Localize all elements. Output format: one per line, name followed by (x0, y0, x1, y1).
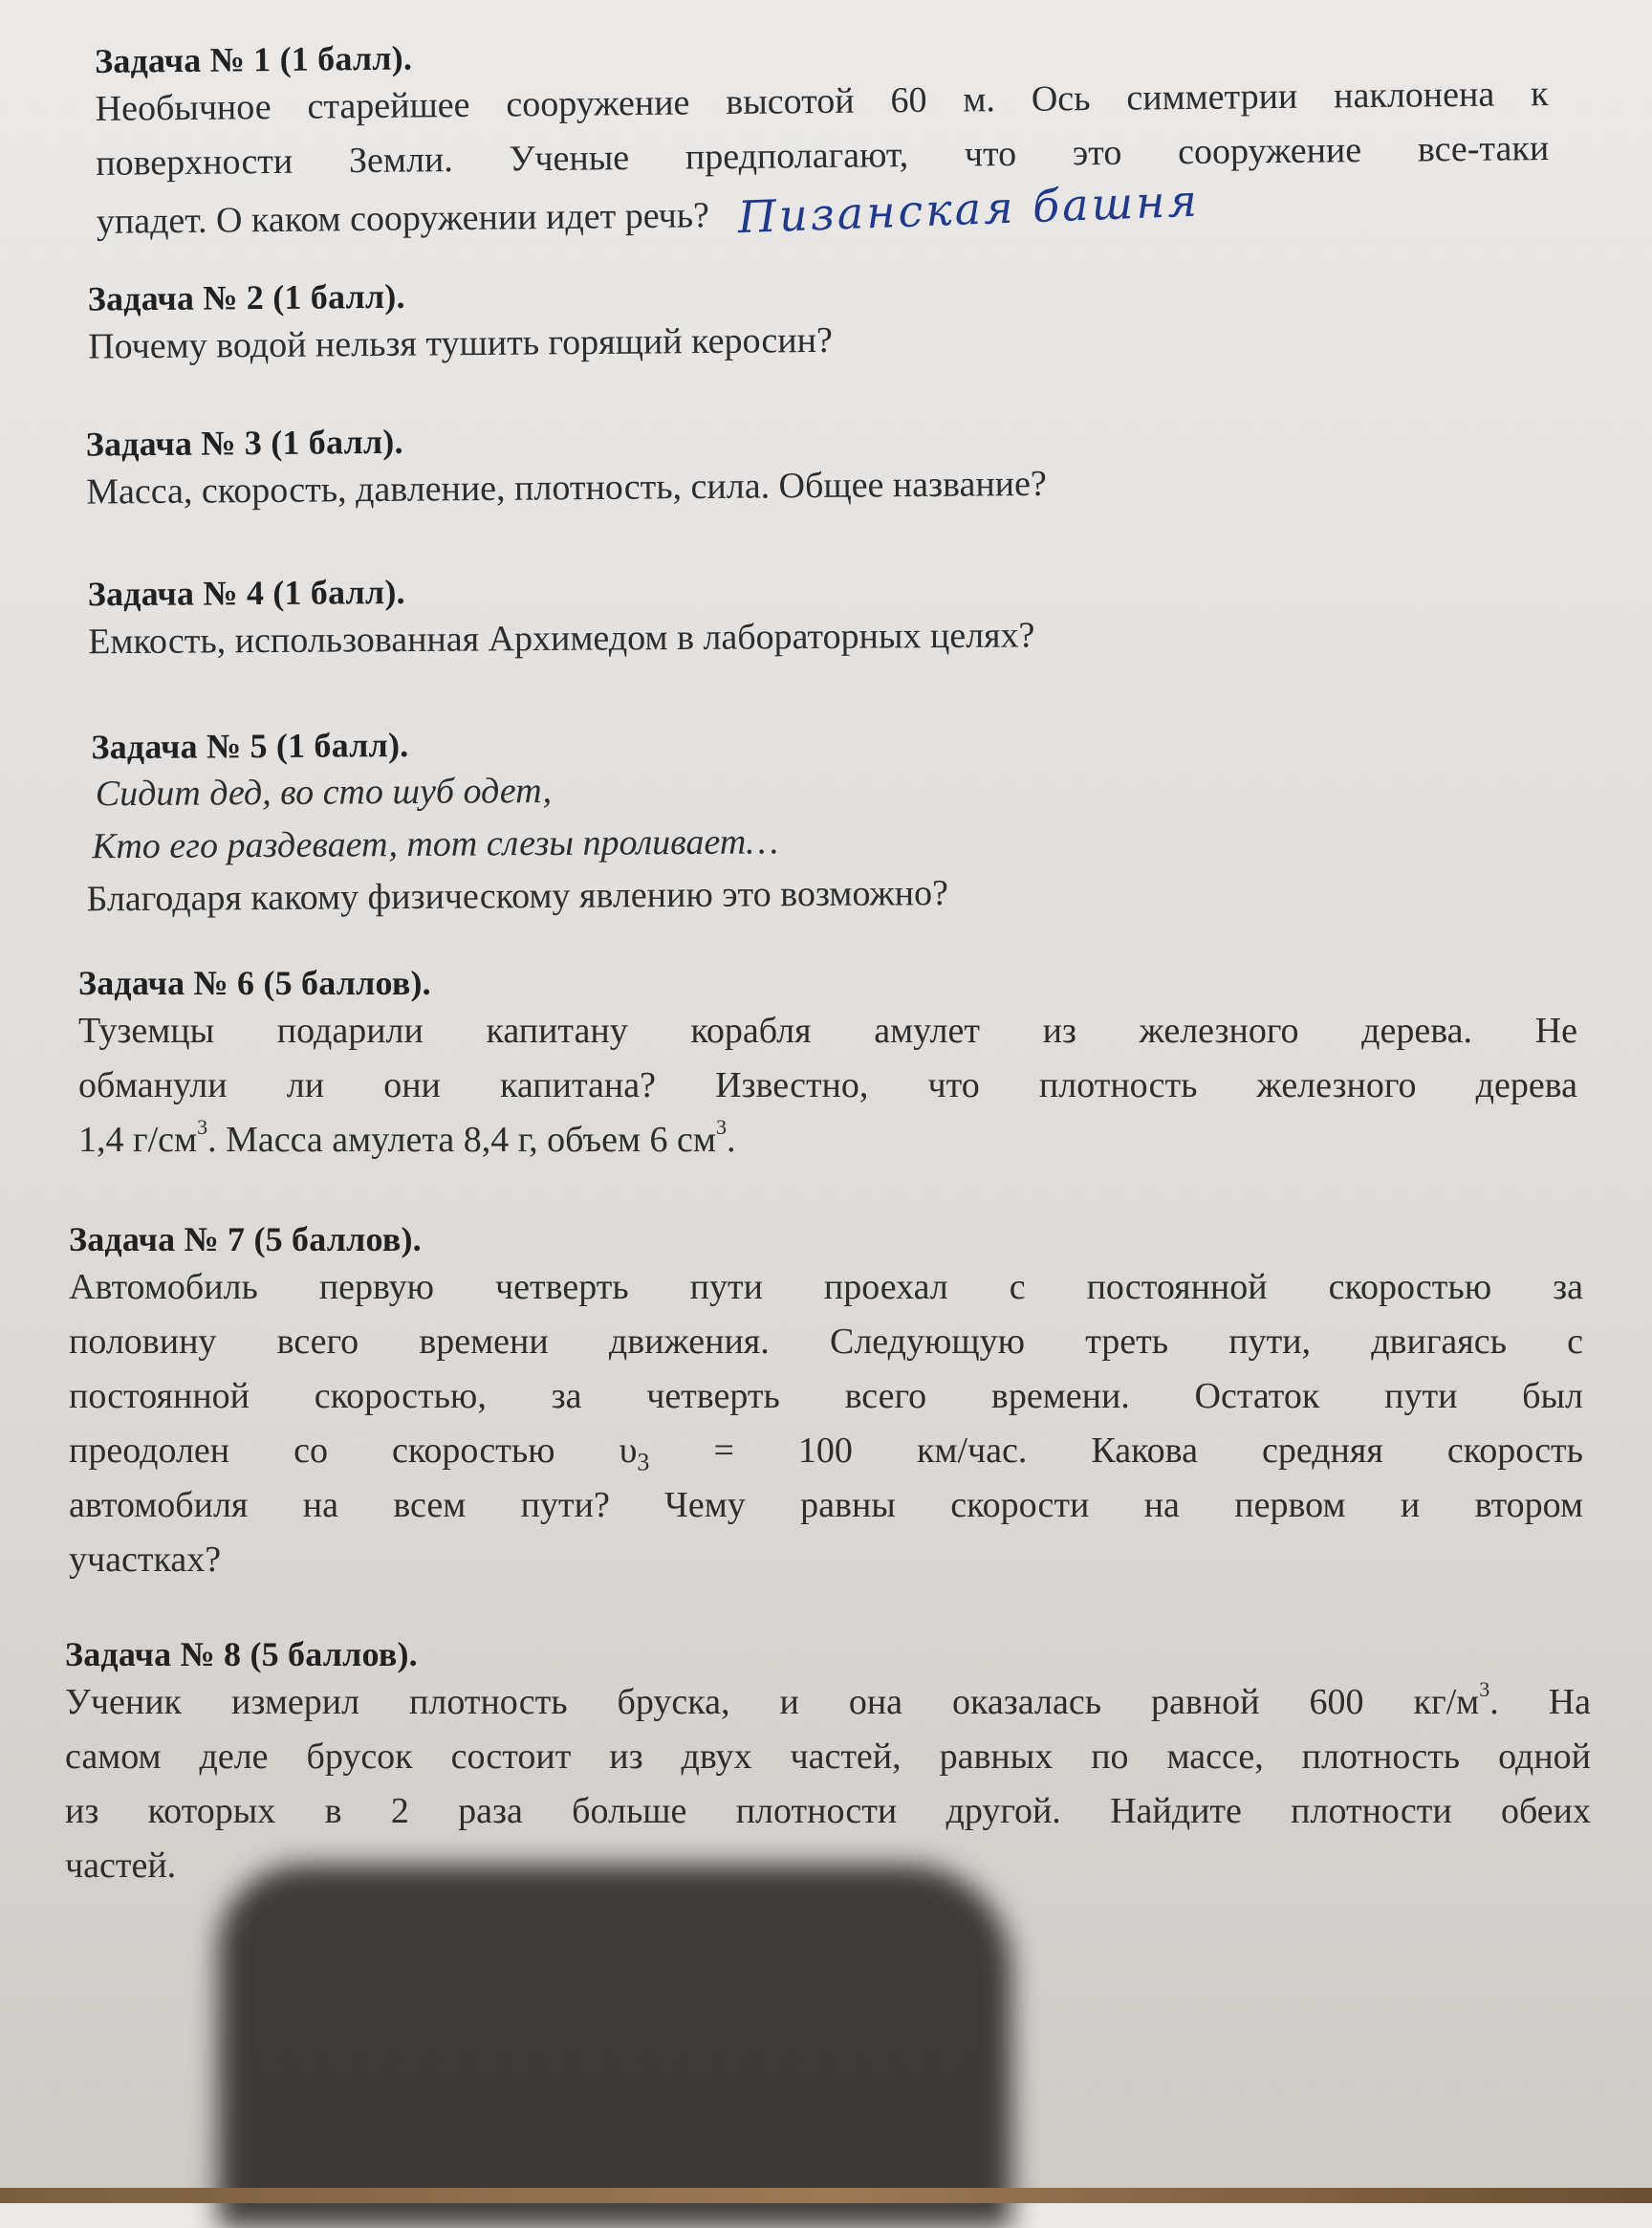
task-4 (88, 563, 1542, 670)
task-7 (69, 1218, 1583, 1587)
task-5-line-1: Сидит дед, во сто шуб одет, (95, 770, 553, 815)
task-3 (86, 410, 1540, 519)
task-6-line-3 (78, 1113, 1577, 1168)
task-7-line-1: Автомобиль первую четверть пути проехал с постоянной скоростью за (69, 1267, 1583, 1307)
task-3-line-1: Масса, скорость, давление, плотность, сила. Общее название? (86, 463, 1047, 513)
task-6-end: . (726, 1120, 736, 1160)
task-8-sup: 3 (1479, 1677, 1490, 1702)
task-7-line-2: половину всего времени движения. Следующую треть пути, двигаясь с (69, 1322, 1583, 1362)
finger-shadow (218, 1865, 1011, 2228)
task-1 (95, 25, 1550, 250)
handwritten-answer: Пизанская башня (737, 174, 1201, 244)
task-8-line-4: частей. (65, 1846, 177, 1886)
task-7-line-6: участках? (69, 1540, 222, 1580)
task-8-line-2: самом деле брусок состоит из двух частей, равных по массе, плотность одной (65, 1737, 1591, 1777)
task-6-line-2: обманули ли они капитана? Известно, что плотность железного дерева (78, 1065, 1577, 1105)
task-5 (86, 716, 1545, 927)
task-1-line-1: Необычное старейшее сооружение высотой 60 м. Ось симметрии наклонена к (95, 74, 1549, 129)
task-6-line-1: Туземцы подарили капитану корабля амулет из железного дерева. Не (78, 1011, 1577, 1051)
table-edge (0, 2188, 1652, 2203)
task-2-title: Задача № 2 (1 балл). (87, 276, 405, 318)
task-5-line-2: Кто его раздевает, тот слезы проливает… (92, 821, 779, 867)
task-6-sup-2: 3 (715, 1115, 727, 1140)
task-8-line-1-end: . На (1489, 1682, 1592, 1722)
task-6-sup-1: 3 (197, 1115, 208, 1140)
task-1-line-3-text: упадет. О каком сооружении идет речь? (96, 195, 710, 242)
task-5-line-3: Благодаря какому физическому явлению это возможно? (86, 873, 949, 920)
task-1-line-2: поверхности Земли. Ученые предполагают, что это сооружение все-таки (96, 128, 1550, 184)
task-7-subscript: 3 (637, 1448, 650, 1476)
task-4-title: Задача № 4 (1 балл). (87, 572, 405, 614)
task-7-line-4 (69, 1424, 1583, 1478)
task-7-line-3: постоянной скоростью, за четверть всего времени. Остаток пути был (69, 1376, 1583, 1416)
task-6-title: Задача № 6 (5 баллов). (78, 964, 431, 1002)
task-2 (88, 265, 1542, 374)
task-3-title: Задача № 3 (1 балл). (85, 422, 403, 464)
task-8-title: Задача № 8 (5 баллов). (65, 1635, 418, 1673)
task-8-density-text: Ученик измерил плотность бруска, и она оказалась равной 600 кг/м (65, 1682, 1480, 1722)
task-8-line-1 (65, 1675, 1591, 1730)
task-1-title: Задача № 1 (1 балл). (94, 38, 413, 80)
task-8 (65, 1633, 1591, 1893)
task-6-density-text: 1,4 г/см (78, 1120, 198, 1160)
task-7-title: Задача № 7 (5 баллов). (69, 1220, 422, 1258)
task-2-line-1: Почему водой нельзя тушить горящий керосин? (88, 319, 834, 367)
task-7-speed-text: преодолен со скоростью υ (69, 1431, 638, 1471)
task-5-title: Задача № 5 (1 балл). (91, 725, 409, 767)
task-6-mass-volume-text: . Масса амулета 8,4 г, объем 6 см (207, 1120, 716, 1160)
task-6 (78, 962, 1577, 1168)
task-7-line-5: автомобиля на всем пути? Чему равны скорости на первом и втором (69, 1485, 1583, 1525)
task-4-line-1: Емкость, использованная Архимедом в лабораторных целях? (88, 615, 1035, 663)
task-7-speed-value: = 100 км/час. Какова средняя скорость (649, 1431, 1583, 1471)
task-8-line-3: из которых в 2 раза больше плотности другой. Найдите плотности обеих (65, 1791, 1591, 1831)
